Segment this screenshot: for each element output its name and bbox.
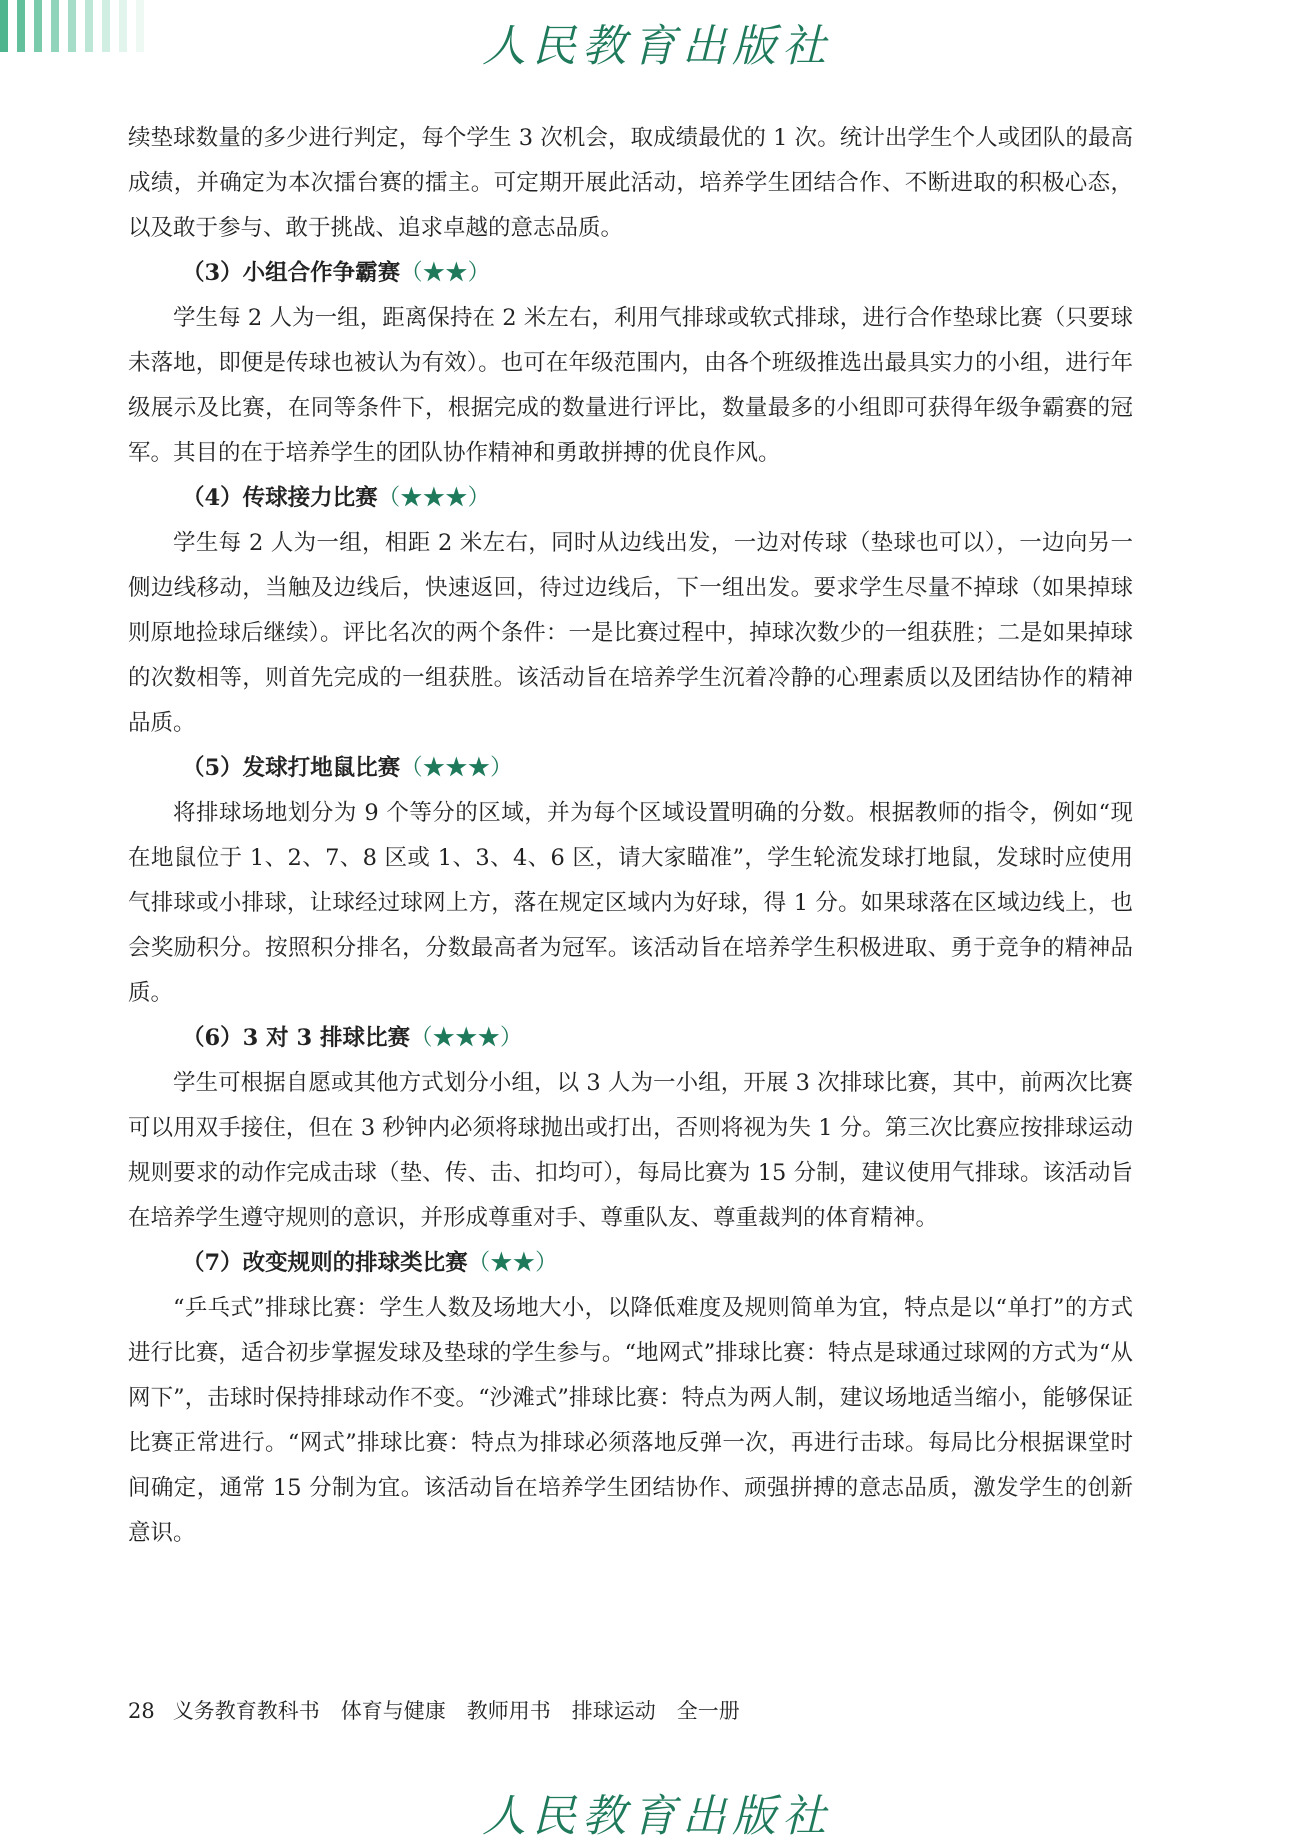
difficulty-stars: （★★） <box>467 1250 558 1276</box>
section-heading-6 <box>128 1016 1133 1061</box>
stripe <box>68 0 76 52</box>
stripe <box>102 0 110 52</box>
stripe <box>51 0 59 52</box>
publisher-logo-bottom: 人民教育出版社 <box>482 1791 832 1842</box>
paragraph: 学生可根据自愿或其他方式划分小组，以 3 人为一小组，开展 3 次排球比赛，其中，前两次比赛可以用双手接住，但在 3 秒钟内必须将球抛出或打出，否则将视为失 1 分。第三次比赛应按排球运动规则要求的动作完成击球（垫、传、击、扣均可），每局比赛为 15 分制，建议使用气排球。该活动旨在培养学生遵守规则的意识，并形成尊重对手、尊重队友、尊重裁判的体育精神。 <box>128 1070 1133 1231</box>
stripe <box>119 0 127 52</box>
paragraph: “乒乓式”排球比赛：学生人数及场地大小，以降低难度及规则简单为宜，特点是以“单打”的方式进行比赛，适合初步掌握发球及垫球的学生参与。“地网式”排球比赛：特点是球通过球网的方式为“从网下”，击球时保持排球动作不变。“沙滩式”排球比赛：特点为两人制，建议场地适当缩小，能够保证比赛正常进行。“网式”排球比赛：特点为排球必须落地反弹一次，再进行击球。每局比分根据课堂时间确定，通常 15 分制为宜。该活动旨在培养学生团结协作、顽强拼搏的意志品质，激发学生的创新意识。 <box>128 1295 1133 1546</box>
book-info: 义务教育教科书 体育与健康 教师用书 排球运动 全一册 <box>172 1699 740 1723</box>
paragraph: 将排球场地划分为 9 个等分的区域，并为每个区域设置明确的分数。根据教师的指令，例如“现在地鼠位于 1、2、7、8 区或 1、3、4、6 区，请大家瞄准”，学生轮流发球打地鼠，发球时应使用气排球或小排球，让球经过球网上方，落在规定区域内为好球，得 1 分。如果球落在区域边线上，也会奖励积分。按照积分排名，分数最高者为冠军。该活动旨在培养学生积极进取、勇于竞争的精神品质。 <box>128 800 1133 1006</box>
section-heading-5 <box>128 746 1133 791</box>
page-number: 28 <box>128 1699 155 1723</box>
difficulty-stars: （★★★） <box>409 1025 523 1051</box>
heading-title: （7）改变规则的排球类比赛 <box>182 1250 468 1276</box>
heading-title: （6）3 对 3 排球比赛 <box>182 1025 410 1051</box>
section-heading-7 <box>128 1241 1133 1286</box>
stripe <box>136 0 144 52</box>
difficulty-stars: （★★） <box>400 260 491 286</box>
paragraph: 学生每 2 人为一组，距离保持在 2 米左右，利用气排球或软式排球，进行合作垫球比赛（只要球未落地，即便是传球也被认为有效）。也可在年级范围内，由各个班级推选出最具实力的小组，进行年级展示及比赛，在同等条件下，根据完成的数量进行评比，数量最多的小组即可获得年级争霸赛的冠军。其目的在于培养学生的团队协作精神和勇敢拼搏的优良作风。 <box>128 305 1133 466</box>
heading-title: （4）传球接力比赛 <box>182 485 378 511</box>
difficulty-stars: （★★★） <box>377 485 491 511</box>
heading-title: （5）发球打地鼠比赛 <box>182 755 401 781</box>
section-heading-4 <box>128 476 1133 521</box>
paragraph: 续垫球数量的多少进行判定，每个学生 3 次机会，取成绩最优的 1 次。统计出学生个人或团队的最高成绩，并确定为本次擂台赛的擂主。可定期开展此活动，培养学生团结合作、不断进取的积极心态，以及敢于参与、敢于挑战、追求卓越的意志品质。 <box>128 125 1133 241</box>
heading-title: （3）小组合作争霸赛 <box>182 260 401 286</box>
section-heading-3 <box>128 251 1133 296</box>
stripe <box>0 0 8 52</box>
stripe <box>17 0 25 52</box>
stripe <box>34 0 42 52</box>
publisher-logo-top: 人民教育出版社 <box>482 21 832 72</box>
difficulty-stars: （★★★） <box>400 755 513 781</box>
paragraph: 学生每 2 人为一组，相距 2 米左右，同时从边线出发，一边对传球（垫球也可以），一边向另一侧边线移动，当触及边线后，快速返回，待过边线后，下一组出发。要求学生尽量不掉球（如果掉球则原地捡球后继续）。评比名次的两个条件：一是比赛过程中，掉球次数少的一组获胜；二是如果掉球的次数相等，则首先完成的一组获胜。该活动旨在培养学生沉着冷静的心理素质以及团结协作的精神品质。 <box>128 530 1133 736</box>
stripe <box>85 0 93 52</box>
page-body <box>128 116 1133 1556</box>
header-decoration-stripes <box>0 0 144 52</box>
page-footer <box>128 1695 740 1725</box>
